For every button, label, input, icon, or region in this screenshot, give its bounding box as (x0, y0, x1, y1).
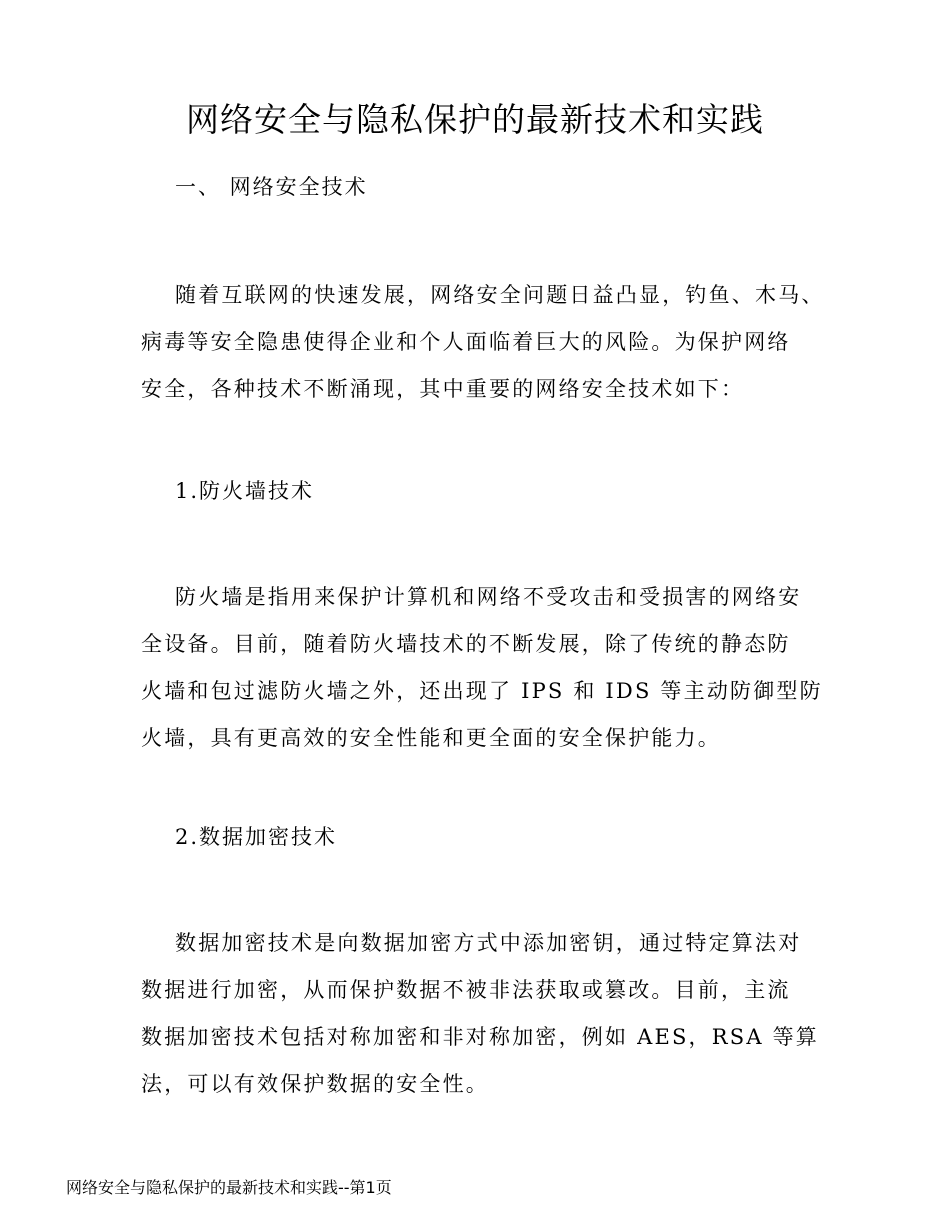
encryption-paragraph (141, 920, 831, 1108)
paragraph-line: 法，可以有效保护数据的安全性。 (141, 1072, 489, 1096)
paragraph-line: 数据加密技术是向数据加密方式中添加密钥，通过特定算法对 (175, 931, 802, 955)
subheading-firewall: 1.防火墙技术 (175, 479, 315, 503)
paragraph-line: 安全，各种技术不断涌现，其中重要的网络安全技术如下： (141, 377, 745, 401)
paragraph-line: 随着互联网的快速发展，网络安全问题日益凸显，钓鱼、木马、 (175, 283, 825, 307)
section-heading-network-security: 一、 网络安全技术 (175, 175, 368, 199)
paragraph-line: 数据进行加密，从而保护数据不被非法获取或篡改。目前，主流 (141, 978, 791, 1002)
paragraph-line: 火墙和包过滤防火墙之外，还出现了 IPS 和 IDS 等主动防御型防 (141, 679, 823, 703)
paragraph-line: 全设备。目前，随着防火墙技术的不断发展，除了传统的静态防 (141, 632, 791, 656)
paragraph-line: 火墙，具有更高效的安全性能和更全面的安全保护能力。 (141, 726, 721, 750)
intro-paragraph (141, 272, 831, 413)
subheading-encryption: 2.数据加密技术 (175, 825, 338, 849)
firewall-paragraph (141, 574, 831, 762)
paragraph-line: 病毒等安全隐患使得企业和个人面临着巨大的风险。为保护网络 (141, 330, 791, 354)
page-footer: 网络安全与隐私保护的最新技术和实践--第1页 (66, 1178, 392, 1197)
paragraph-line: 数据加密技术包括对称加密和非对称加密，例如 AES，RSA 等算 (141, 1025, 819, 1049)
document-title: 网络安全与隐私保护的最新技术和实践 (186, 100, 764, 139)
paragraph-line: 防火墙是指用来保护计算机和网络不受攻击和受损害的网络安 (175, 585, 802, 609)
